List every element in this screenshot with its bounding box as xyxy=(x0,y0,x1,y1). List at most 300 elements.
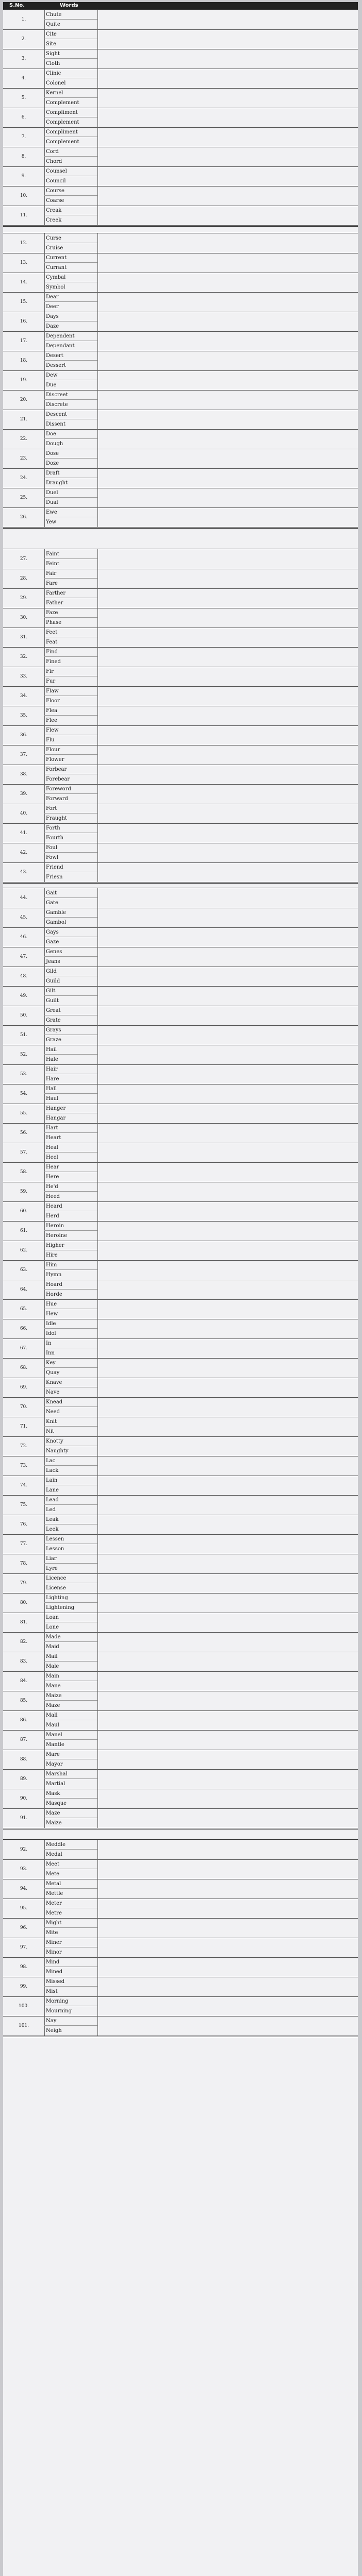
table-row xyxy=(3,1613,358,1633)
serial-number: 64. xyxy=(3,1280,45,1299)
table-row xyxy=(3,410,358,430)
table-row xyxy=(3,147,358,167)
word-cell: Mourning xyxy=(44,2006,98,2016)
word-cell: Compliment xyxy=(44,127,98,137)
serial-number: 1. xyxy=(3,10,45,29)
serial-number: 96. xyxy=(3,1918,45,1938)
word-cell: Gaze xyxy=(44,937,98,947)
serial-number: 79. xyxy=(3,1573,45,1593)
word-cell: Meter xyxy=(44,1899,98,1908)
serial-number: 47. xyxy=(3,947,45,967)
table-header xyxy=(3,2,358,9)
word-cell: Loan xyxy=(44,1613,98,1622)
word-cell: Leek xyxy=(44,1524,98,1534)
serial-number: 27. xyxy=(3,549,45,569)
serial-number: 42. xyxy=(3,843,45,862)
word-cell: Doe xyxy=(44,429,98,439)
empty-cell xyxy=(98,765,358,784)
empty-cell xyxy=(98,569,358,588)
empty-cell xyxy=(98,1201,358,1221)
word-cell: Dose xyxy=(44,449,98,459)
empty-cell xyxy=(98,1025,358,1045)
serial-number: 16. xyxy=(3,312,45,331)
word-cell: Cruise xyxy=(44,243,98,253)
serial-number: 38. xyxy=(3,765,45,784)
word-cell: Mantle xyxy=(44,1740,98,1750)
table-row xyxy=(3,1859,358,1879)
word-cell: Sight xyxy=(44,49,98,59)
table-row xyxy=(3,843,358,863)
empty-cell xyxy=(98,745,358,765)
empty-cell xyxy=(98,108,358,127)
serial-number: 63. xyxy=(3,1260,45,1280)
empty-cell xyxy=(98,1977,358,1996)
table-row xyxy=(3,1918,358,1938)
word-cell: Friend xyxy=(44,862,98,872)
word-cell: Hew xyxy=(44,1309,98,1319)
empty-cell xyxy=(98,908,358,927)
empty-cell xyxy=(98,1221,358,1241)
table-row xyxy=(3,804,358,824)
table-page xyxy=(3,1839,358,2037)
empty-cell xyxy=(98,147,358,166)
empty-cell xyxy=(98,186,358,206)
word-cell: Daze xyxy=(44,321,98,331)
empty-cell xyxy=(98,1534,358,1554)
word-cell: Creak xyxy=(44,206,98,215)
serial-number: 33. xyxy=(3,667,45,686)
serial-number: 66. xyxy=(3,1319,45,1338)
serial-number: 14. xyxy=(3,273,45,292)
serial-number: 92. xyxy=(3,1840,45,1859)
table-row xyxy=(3,1879,358,1899)
serial-number: 80. xyxy=(3,1593,45,1613)
word-cell: Lead xyxy=(44,1495,98,1505)
empty-cell xyxy=(98,1456,358,1476)
word-cell: Farther xyxy=(44,588,98,598)
word-cell: Dependant xyxy=(44,341,98,351)
word-cell: Nay xyxy=(44,2016,98,2026)
empty-cell xyxy=(98,351,358,370)
word-cell: Flu xyxy=(44,735,98,745)
table-row xyxy=(3,1632,358,1652)
word-cell: Lesson xyxy=(44,1544,98,1554)
word-cell: Great xyxy=(44,1006,98,1015)
word-cell: Fined xyxy=(44,657,98,667)
serial-number: 74. xyxy=(3,1476,45,1495)
table-row xyxy=(3,1691,358,1711)
word-cell: Maize xyxy=(44,1691,98,1701)
empty-cell xyxy=(98,1691,358,1710)
empty-cell xyxy=(98,1397,358,1417)
word-cell: Male xyxy=(44,1662,98,1671)
word-cell: Nit xyxy=(44,1427,98,1436)
table-page xyxy=(3,9,358,227)
word-cell: Complement xyxy=(44,117,98,127)
table-row xyxy=(3,1143,358,1163)
empty-cell xyxy=(98,784,358,804)
word-cell: Mite xyxy=(44,1928,98,1938)
word-cell: Meet xyxy=(44,1859,98,1869)
empty-cell xyxy=(98,862,358,882)
empty-cell xyxy=(98,1104,358,1123)
serial-number: 45. xyxy=(3,908,45,927)
empty-cell xyxy=(98,667,358,686)
word-cell: Dual xyxy=(44,498,98,507)
table-row xyxy=(3,1378,358,1398)
word-cell: Draft xyxy=(44,468,98,478)
empty-cell xyxy=(98,1730,358,1750)
empty-cell xyxy=(98,1495,358,1515)
word-cell: Hear xyxy=(44,1162,98,1172)
empty-cell xyxy=(98,1938,358,1957)
table-row xyxy=(3,29,358,49)
word-cell: Knotty xyxy=(44,1436,98,1446)
table-row xyxy=(3,1996,358,2016)
word-cell: Knave xyxy=(44,1378,98,1387)
table-row xyxy=(3,1710,358,1731)
word-cell: Might xyxy=(44,1918,98,1928)
empty-cell xyxy=(98,331,358,351)
serial-number: 43. xyxy=(3,862,45,882)
word-cell: Dear xyxy=(44,292,98,302)
word-cell: Knead xyxy=(44,1397,98,1407)
word-cell: Hail xyxy=(44,1045,98,1055)
word-cell: Feint xyxy=(44,559,98,569)
empty-cell xyxy=(98,1769,358,1789)
table-row xyxy=(3,108,358,128)
serial-number: 72. xyxy=(3,1436,45,1456)
serial-number: 86. xyxy=(3,1710,45,1730)
table-row xyxy=(3,1808,358,1828)
word-cell: Heard xyxy=(44,1201,98,1211)
word-cell: Gilt xyxy=(44,986,98,996)
table-row xyxy=(3,1750,358,1770)
serial-number: 59. xyxy=(3,1182,45,1201)
word-cell: Flee xyxy=(44,716,98,725)
empty-cell xyxy=(98,1143,358,1162)
serial-number: 31. xyxy=(3,628,45,647)
word-cell: Mane xyxy=(44,1681,98,1691)
word-cell: Forebear xyxy=(44,774,98,784)
word-cell: Metal xyxy=(44,1879,98,1889)
word-cell: Symbol xyxy=(44,282,98,292)
word-cell: Cite xyxy=(44,29,98,39)
serial-number: 30. xyxy=(3,608,45,628)
empty-cell xyxy=(98,1064,358,1084)
word-cell: Complement xyxy=(44,137,98,147)
serial-number: 57. xyxy=(3,1143,45,1162)
word-cell: Hire xyxy=(44,1250,98,1260)
word-cell: Feat xyxy=(44,637,98,647)
word-cell: Duel xyxy=(44,488,98,498)
word-cell: Horde xyxy=(44,1290,98,1299)
serial-number: 20. xyxy=(3,390,45,410)
word-cell: Mail xyxy=(44,1652,98,1662)
serial-number: 60. xyxy=(3,1201,45,1221)
word-cell: Heroin xyxy=(44,1221,98,1231)
serial-number: 89. xyxy=(3,1769,45,1789)
empty-cell xyxy=(98,823,358,843)
serial-number: 73. xyxy=(3,1456,45,1476)
table-row xyxy=(3,1573,358,1594)
table-row xyxy=(3,127,358,147)
word-cell: Metre xyxy=(44,1908,98,1918)
serial-number: 88. xyxy=(3,1750,45,1769)
word-cell: Made xyxy=(44,1632,98,1642)
word-cell: Hare xyxy=(44,1074,98,1084)
word-cell: Neigh xyxy=(44,2026,98,2036)
serial-number: 8. xyxy=(3,147,45,166)
serial-number: 55. xyxy=(3,1104,45,1123)
empty-cell xyxy=(98,1957,358,1977)
serial-number: 50. xyxy=(3,1006,45,1025)
empty-cell xyxy=(98,1417,358,1436)
serial-number: 12. xyxy=(3,233,45,253)
word-cell: Lone xyxy=(44,1622,98,1632)
empty-cell xyxy=(98,312,358,331)
empty-cell xyxy=(98,967,358,986)
word-cell: Fraught xyxy=(44,814,98,823)
empty-cell xyxy=(98,843,358,862)
word-cell: Lessen xyxy=(44,1534,98,1544)
word-cell: Heel xyxy=(44,1153,98,1162)
word-cell: Creek xyxy=(44,215,98,225)
serial-number: 11. xyxy=(3,206,45,225)
word-cell: Fair xyxy=(44,569,98,579)
empty-cell xyxy=(98,253,358,273)
word-cell: Gate xyxy=(44,898,98,908)
word-cell: Grate xyxy=(44,1015,98,1025)
empty-cell xyxy=(98,206,358,225)
empty-cell xyxy=(98,628,358,647)
serial-number: 3. xyxy=(3,49,45,69)
word-cell: Maze xyxy=(44,1701,98,1710)
empty-cell xyxy=(98,549,358,569)
table-row xyxy=(3,1840,358,1860)
table-row xyxy=(3,370,358,391)
word-cell: Herd xyxy=(44,1211,98,1221)
word-cell: Current xyxy=(44,253,98,263)
empty-cell xyxy=(98,647,358,667)
word-cell: Fare xyxy=(44,579,98,588)
table-row xyxy=(3,1241,358,1261)
table-row xyxy=(3,1025,358,1045)
word-cell: Key xyxy=(44,1358,98,1368)
serial-number: 77. xyxy=(3,1534,45,1554)
word-cell: Gamble xyxy=(44,908,98,918)
word-cell: Gait xyxy=(44,888,98,898)
word-cell: Lain xyxy=(44,1476,98,1485)
empty-cell xyxy=(98,986,358,1006)
table-row xyxy=(3,549,358,569)
table-row xyxy=(3,1534,358,1554)
empty-cell xyxy=(98,2016,358,2036)
table-row xyxy=(3,331,358,351)
word-cell: Inn xyxy=(44,1348,98,1358)
table-row xyxy=(3,69,358,89)
word-cell: Ewe xyxy=(44,507,98,517)
table-row xyxy=(3,273,358,293)
empty-cell xyxy=(98,127,358,147)
word-cell: Lyre xyxy=(44,1564,98,1573)
empty-cell xyxy=(98,1859,358,1879)
word-cell: Mist xyxy=(44,1987,98,1996)
serial-number: 65. xyxy=(3,1299,45,1319)
word-cell: Forbear xyxy=(44,765,98,774)
word-cell: Descent xyxy=(44,410,98,419)
serial-number: 61. xyxy=(3,1221,45,1241)
empty-cell xyxy=(98,1918,358,1938)
empty-cell xyxy=(98,1084,358,1104)
word-cell: Chute xyxy=(44,10,98,20)
empty-cell xyxy=(98,1006,358,1025)
serial-number: 70. xyxy=(3,1397,45,1417)
table-row xyxy=(3,1221,358,1241)
word-cell: Hale xyxy=(44,1055,98,1064)
word-cell: Feet xyxy=(44,628,98,637)
empty-cell xyxy=(98,1378,358,1397)
word-cell: License xyxy=(44,1583,98,1593)
serial-number: 69. xyxy=(3,1378,45,1397)
serial-number: 67. xyxy=(3,1338,45,1358)
empty-cell xyxy=(98,1123,358,1143)
serial-number: 18. xyxy=(3,351,45,370)
word-cell: Discreet xyxy=(44,390,98,400)
empty-cell xyxy=(98,166,358,186)
serial-number: 94. xyxy=(3,1879,45,1899)
table-row xyxy=(3,1938,358,1958)
serial-number: 29. xyxy=(3,588,45,608)
table-row xyxy=(3,1417,358,1437)
table-row xyxy=(3,1436,358,1456)
empty-cell xyxy=(98,449,358,468)
serial-number: 6. xyxy=(3,108,45,127)
empty-cell xyxy=(98,1808,358,1828)
table-row xyxy=(3,429,358,449)
table-row xyxy=(3,2016,358,2036)
table-row xyxy=(3,1006,358,1026)
word-cell: Haul xyxy=(44,1094,98,1104)
word-cell: Marshal xyxy=(44,1769,98,1779)
word-cell: Guilt xyxy=(44,996,98,1006)
table-row xyxy=(3,1789,358,1809)
table-row xyxy=(3,927,358,947)
serial-number: 93. xyxy=(3,1859,45,1879)
empty-cell xyxy=(98,468,358,488)
empty-cell xyxy=(98,804,358,823)
table-page xyxy=(3,233,358,529)
table-row xyxy=(3,253,358,273)
serial-number: 95. xyxy=(3,1899,45,1918)
word-cell: Quite xyxy=(44,20,98,29)
empty-cell xyxy=(98,1879,358,1899)
table-row xyxy=(3,351,358,371)
serial-number: 36. xyxy=(3,725,45,745)
empty-cell xyxy=(98,706,358,725)
serial-number: 44. xyxy=(3,888,45,908)
table-row xyxy=(3,390,358,410)
table-row xyxy=(3,1730,358,1750)
empty-cell xyxy=(98,1789,358,1808)
serial-number: 24. xyxy=(3,468,45,488)
word-cell: Mall xyxy=(44,1710,98,1720)
word-cell: Foul xyxy=(44,843,98,853)
word-cell: Fowl xyxy=(44,853,98,862)
serial-number: 97. xyxy=(3,1938,45,1957)
empty-cell xyxy=(98,1750,358,1769)
empty-cell xyxy=(98,1671,358,1691)
serial-number: 53. xyxy=(3,1064,45,1084)
serial-number: 17. xyxy=(3,331,45,351)
serial-number: 83. xyxy=(3,1652,45,1671)
serial-number: 10. xyxy=(3,186,45,206)
table-page xyxy=(3,549,358,884)
serial-number: 21. xyxy=(3,410,45,429)
table-row xyxy=(3,1671,358,1691)
serial-number: 87. xyxy=(3,1730,45,1750)
word-cell: Minor xyxy=(44,1947,98,1957)
word-cell: Hanger xyxy=(44,1104,98,1113)
serial-number: 23. xyxy=(3,449,45,468)
empty-cell xyxy=(98,725,358,745)
serial-number: 32. xyxy=(3,647,45,667)
table-row xyxy=(3,1358,358,1378)
table-row xyxy=(3,88,358,108)
serial-number: 40. xyxy=(3,804,45,823)
word-cell: Lane xyxy=(44,1485,98,1495)
word-cell: Fort xyxy=(44,804,98,814)
word-cell: Higher xyxy=(44,1241,98,1250)
table-row xyxy=(3,628,358,648)
document-sheet xyxy=(3,2,358,2576)
word-cell: Dessert xyxy=(44,361,98,370)
serial-number: 37. xyxy=(3,745,45,765)
word-cell: Doze xyxy=(44,459,98,468)
table-row xyxy=(3,1476,358,1496)
word-cell: Jeans xyxy=(44,957,98,967)
table-row xyxy=(3,449,358,469)
word-cell: Hoard xyxy=(44,1280,98,1290)
table-row xyxy=(3,1652,358,1672)
word-cell: Complement xyxy=(44,98,98,108)
empty-cell xyxy=(98,49,358,69)
table-row xyxy=(3,206,358,226)
word-cell: Deer xyxy=(44,302,98,312)
word-cell: Leak xyxy=(44,1515,98,1524)
table-row xyxy=(3,1554,358,1574)
serial-number: 46. xyxy=(3,927,45,947)
word-cell: Cord xyxy=(44,147,98,157)
word-cell: Chord xyxy=(44,157,98,166)
word-cell: Flaw xyxy=(44,686,98,696)
empty-cell xyxy=(98,1632,358,1652)
word-cell: Medal xyxy=(44,1850,98,1859)
word-cell: Maize xyxy=(44,1818,98,1828)
word-cell: Heroine xyxy=(44,1231,98,1241)
serial-number: 4. xyxy=(3,69,45,88)
word-cell: Friesn xyxy=(44,872,98,882)
table-row xyxy=(3,233,358,253)
word-cell: Mayor xyxy=(44,1759,98,1769)
table-row xyxy=(3,588,358,608)
serial-number: 76. xyxy=(3,1515,45,1534)
word-cell: Maze xyxy=(44,1808,98,1818)
word-cell: Mete xyxy=(44,1869,98,1879)
table-row xyxy=(3,1123,358,1143)
word-cell: Find xyxy=(44,647,98,657)
table-row xyxy=(3,1957,358,1977)
